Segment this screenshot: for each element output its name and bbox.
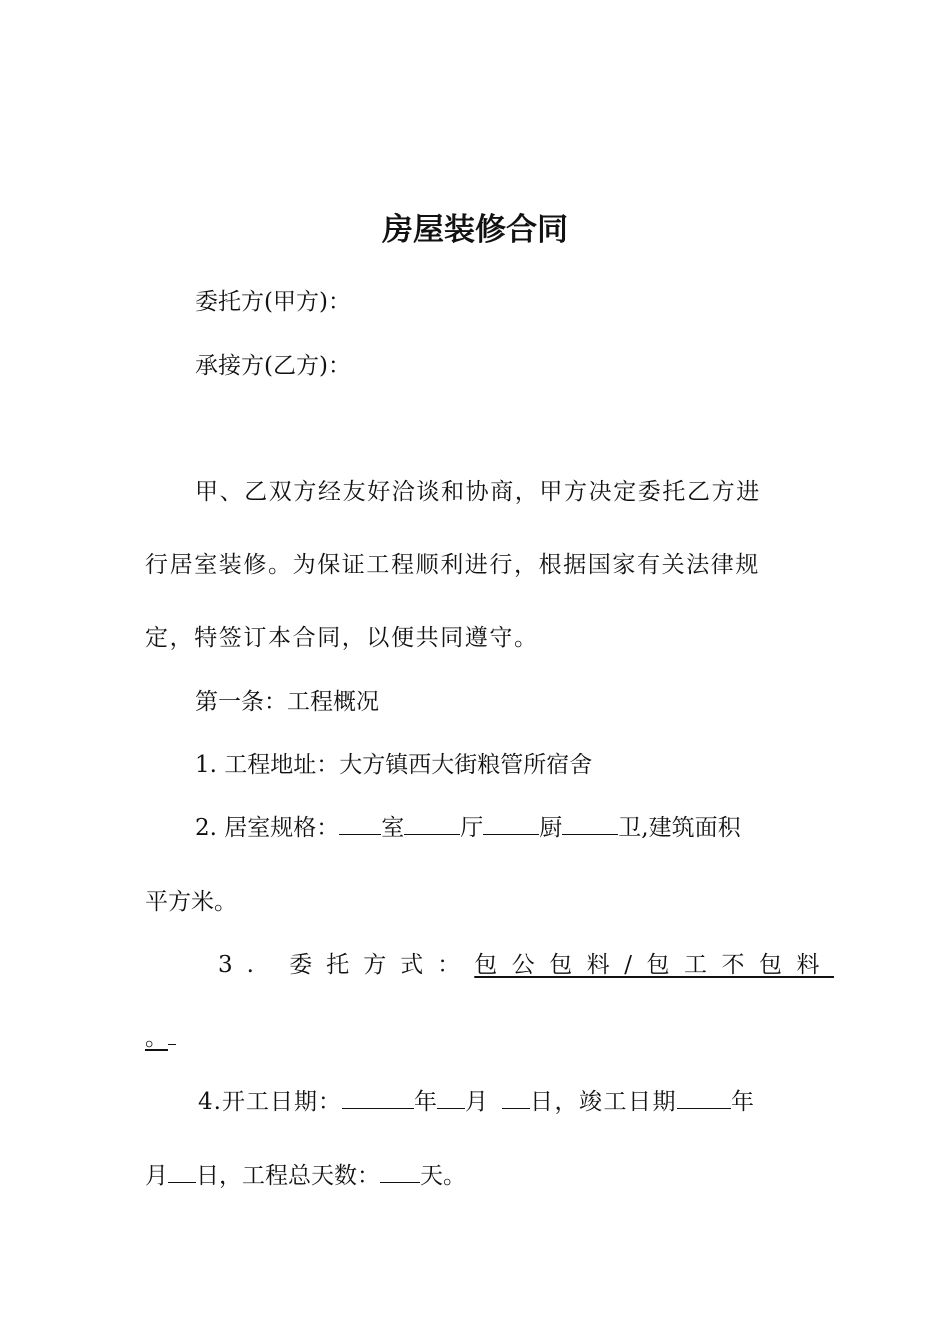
blank-rooms — [339, 814, 381, 835]
item-3-value: 包公包料/包工不包料 — [474, 952, 835, 978]
item-4-duration-label: 日，工程总天数： — [196, 1163, 380, 1189]
item-4-month-unit: 月 — [464, 1089, 488, 1115]
blank-start-month — [437, 1088, 465, 1109]
item-2-prefix: 2. 居室规格： — [195, 815, 340, 841]
item-4-year-unit: 年 — [413, 1089, 437, 1115]
item-2-hall-unit: 厅 — [460, 815, 484, 841]
article-1-heading: 第一条：工程概况 — [195, 689, 379, 715]
blank-start-day — [502, 1088, 530, 1109]
item-3-tail — [145, 1018, 176, 1058]
blank-total-days — [380, 1162, 420, 1183]
item-1-address: 1. 工程地址：大方镇西大街粮管所宿舍 — [195, 752, 593, 778]
item-3-commission-mode — [218, 945, 835, 985]
party-a-label: 委托方(甲方)： — [195, 289, 351, 315]
item-2-room-spec — [195, 808, 741, 848]
item-4-duration — [145, 1156, 466, 1196]
item-2-bath-unit: 卫,建筑面积 — [618, 815, 741, 841]
intro-paragraph-line-3: 定，特签订本合同，以便共同遵守。 — [145, 625, 539, 651]
item-2-kitchen-unit: 厨 — [539, 815, 563, 841]
item-3-tail-underline — [168, 1024, 176, 1045]
intro-paragraph-line-2: 行居室装修。为保证工程顺利进行，根据国家有关法律规 — [145, 552, 760, 578]
blank-end-day — [168, 1162, 196, 1183]
item-4-days-unit: 天。 — [420, 1163, 466, 1189]
item-4-day-unit: 日，竣工日期 — [529, 1089, 677, 1115]
item-4-end-year-unit: 年 — [730, 1089, 754, 1115]
party-b-label: 承接方(乙方)： — [195, 353, 351, 379]
blank-end-year — [677, 1088, 731, 1109]
blank-halls — [404, 814, 460, 835]
item-2-area-unit: 平方米。 — [145, 889, 237, 915]
item-3-prefix: 3. 委托方式： — [218, 952, 475, 978]
blank-kitchens — [483, 814, 539, 835]
blank-baths — [562, 814, 618, 835]
item-2-room-unit: 室 — [381, 815, 405, 841]
item-4-dates — [198, 1082, 754, 1122]
item-3-period: 。 — [145, 1025, 168, 1051]
intro-paragraph-line-1: 甲、乙双方经友好洽谈和协商，甲方决定委托乙方进 — [195, 479, 761, 505]
item-4-prefix: 4.开工日期： — [198, 1089, 342, 1115]
item-4-end-month-unit: 月 — [145, 1163, 168, 1189]
blank-start-year — [342, 1088, 414, 1109]
document-title: 房屋装修合同 — [382, 212, 568, 248]
